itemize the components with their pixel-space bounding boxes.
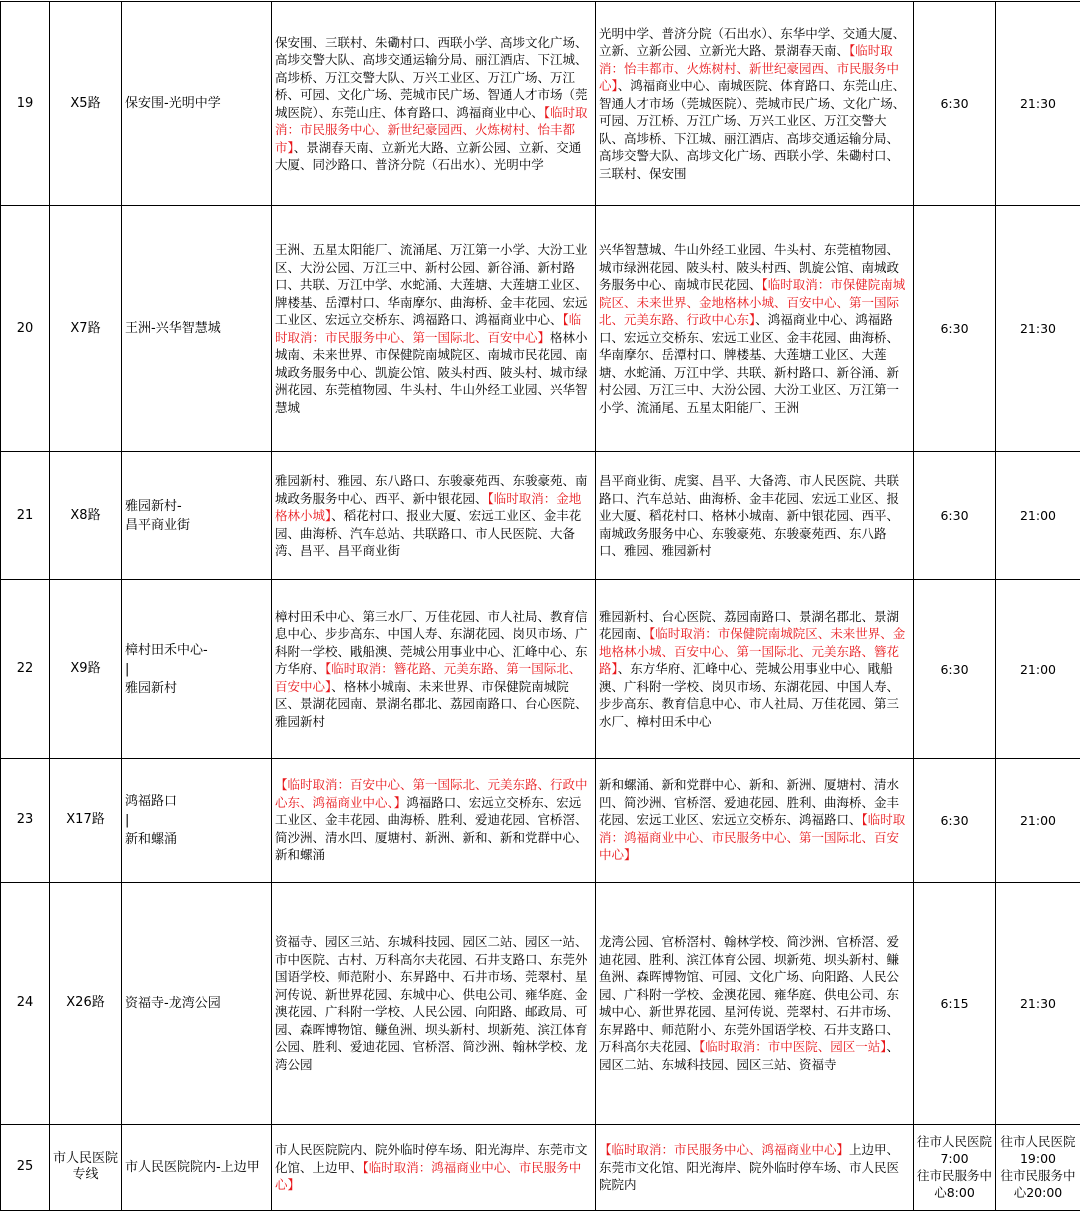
row-number: 19: [1, 2, 50, 206]
last-bus-time: 往市人民医院19:00 往市民服务中心20:00: [996, 1124, 1080, 1210]
cancelled-stops: 【临时取消：市保健院南城院区、未来世界、金地格林小城、百安中心、第一国际北、元美东路、簪花路】: [599, 626, 906, 677]
cancelled-stops: 【临时取消：鸿福商业中心、市民服务中心、第一国际北、百安中心】: [599, 812, 906, 863]
cancelled-stops: 【临时取消：市保健院南城院区、未来世界、金地格林小城、百安中心、第一国际北、元美东路、行政中心东】: [599, 277, 906, 328]
stop-list: 上边甲、东莞市文化馆、阳光海岸、院外临时停车场、市人民医院院内: [599, 1142, 900, 1193]
first-bus-time: 6:30: [914, 452, 996, 580]
route-number: 市人民医院 专线: [50, 1124, 122, 1210]
route-terminals: 樟村田禾中心- | 雅园新村: [122, 580, 272, 758]
outbound-stops: [272, 580, 596, 758]
stop-list: 王洲、五星太阳能厂、流涌尾、万江第一小学、大汾工业区、大汾公园、万江三中、新村公园、新谷涌、新村路口、共联、万江中学、水蛇涌、大莲塘、大莲塘工业区、牌楼基、岳潭村口、华南摩尔、曲海桥、金丰花园、宏远工业区、宏远立交桥东、鸿福路口、鸿福商业中心、: [275, 242, 588, 328]
stop-list: 、鸿福商业中心、南城医院、体育路口、东莞山庄、智通人才市场（莞城医院）、莞城市民广场、文化广场、可园、万江桥、万江广场、万兴工业区、万江交警大队、高埗桥、下江城、丽江酒店、高埗交通运输分局、高埗交警大队、高埗文化广场、西联小学、朱磡村口、三联村、保安围: [599, 78, 906, 181]
table-row: [1, 758, 1080, 882]
table-row: [1, 206, 1080, 452]
route-number: X26路: [50, 882, 122, 1124]
inbound-stops: [596, 206, 914, 452]
route-number: X8路: [50, 452, 122, 580]
inbound-stops: [596, 2, 914, 206]
route-terminals: 资福寺-龙湾公园: [122, 882, 272, 1124]
table-row: [1, 2, 1080, 206]
outbound-stops: [272, 452, 596, 580]
outbound-stops: [272, 758, 596, 882]
stop-list: 资福寺、园区三站、东城科技园、园区二站、园区一站、市中医院、古村、万科高尔夫花园、石井支路口、东莞外国语学校、师范附小、东昇路中、石井市场、莞翠村、星河传说、新世界花园、东城中心、供电公司、雍华庭、金澳花园、广科附一学校、人民公园、向阳路、邮政局、可园、森晖博物馆、鳒鱼洲、坝头新村、坝新苑、滨江体育公园、胜利、爱迪花园、官桥滘、简沙洲、翰林学校、龙湾公园: [275, 934, 588, 1072]
outbound-stops: [272, 1124, 596, 1210]
cancelled-stops: 【临时取消：市民服务中心、第一国际北、百安中心】: [275, 312, 582, 345]
row-number: 23: [1, 758, 50, 882]
route-number: X9路: [50, 580, 122, 758]
cancelled-stops: 【临时取消：市民服务中心、新世纪豪园西、火炼树村、怡丰都市】: [275, 104, 588, 155]
inbound-stops: [596, 1124, 914, 1210]
table-row: [1, 1124, 1080, 1210]
stop-list: 市人民医院院内、院外临时停车场、阳光海岸、东莞市文化馆、上边甲、: [275, 1142, 588, 1175]
cancelled-stops: 【临时取消：怡丰都市、火炼树村、新世纪豪园西、市民服务中心】: [599, 43, 900, 94]
bus-route-table: [0, 1, 1080, 1211]
stop-list: 光明中学、普济分院（石出水）、东华中学、交通大厦、立新、立新公园、立新光大路、景湖春天南、: [599, 25, 906, 59]
outbound-stops: [272, 2, 596, 206]
route-number: X5路: [50, 2, 122, 206]
route-number: X7路: [50, 206, 122, 452]
cancelled-stops: 【临时取消：百安中心、第一国际北、元美东路、行政中心东、鸿福商业中心、】: [275, 777, 588, 810]
first-bus-time: 往市人民医院7:00 往市民服务中心8:00: [914, 1124, 996, 1210]
route-terminals: 市人民医院院内-上边甲: [122, 1124, 272, 1210]
cancelled-stops: 【临时取消：市民服务中心、鸿福商业中心】: [599, 1142, 850, 1158]
stop-list: 、东方华府、汇峰中心、莞城公用事业中心、戙船澳、广科附一学校、岗贝市场、东湖花园、中国人寿、步步高东、教育信息中心、市人社局、万佳花园、第三水厂、樟村田禾中心: [599, 661, 900, 729]
route-number: X17路: [50, 758, 122, 882]
first-bus-time: 6:30: [914, 580, 996, 758]
stop-list: 格林小城南、未来世界、市保健院南城院区、南城市民花园、南城政务服务中心、凯旋公馆、陂头村西、陂头村、城市绿洲花园、东莞植物园、牛头村、牛山外经工业园、兴华智慧城: [275, 329, 588, 415]
last-bus-time: 21:30: [996, 206, 1080, 452]
table-row: [1, 882, 1080, 1124]
stop-list: 、园区二站、东城科技园、园区三站、资福寺: [599, 1039, 900, 1072]
first-bus-time: 6:30: [914, 758, 996, 882]
stop-list: 、格林小城南、未来世界、市保健院南城院区、景湖花园南、景湖名郡北、荔园南路口、台心医院、雅园新村: [275, 678, 588, 729]
row-number: 25: [1, 1124, 50, 1210]
route-terminals: 鸿福路口 | 新和螺涌: [122, 758, 272, 882]
row-number: 24: [1, 882, 50, 1124]
stop-list: 昌平商业街、虎窦、昌平、大备湾、市人民医院、共联路口、汽车总站、曲海桥、金丰花园、宏远工业区、报业大厦、稻花村口、格林小城南、新中银花园、西平、南城政务服务中心、东骏豪苑、东骏豪苑西、东八路口、雅园、雅园新村: [599, 473, 900, 559]
last-bus-time: 21:00: [996, 452, 1080, 580]
first-bus-time: 6:30: [914, 2, 996, 206]
first-bus-time: 6:30: [914, 206, 996, 452]
stop-list: 、稻花村口、报业大厦、宏远工业区、金丰花园、曲海桥、汽车总站、共联路口、市人民医院、大备湾、昌平、昌平商业街: [275, 508, 582, 559]
stop-list: 、鸿福商业中心、鸿福路口、宏远立交桥东、宏远工业区、金丰花园、曲海桥、华南摩尔、岳潭村口、牌楼基、大莲塘工业区、大莲塘、水蛇涌、万江中学、共联、新村路口、新谷涌、新村公园、万江三中、大汾公园、大汾工业区、万江第一小学、流涌尾、五星太阳能厂、王洲: [599, 312, 900, 415]
route-terminals: 雅园新村- 昌平商业街: [122, 452, 272, 580]
last-bus-time: 21:30: [996, 2, 1080, 206]
stop-list: 樟村田禾中心、第三水厂、万佳花园、市人社局、教育信息中心、步步高东、中国人寿、东湖花园、岗贝市场、广科附一学校、戙船澳、莞城公用事业中心、汇峰中心、东方华府、: [275, 608, 588, 677]
route-table-body: [1, 2, 1080, 1211]
stop-list: 雅园新村、台心医院、荔园南路口、景湖名郡北、景湖花园南、: [599, 608, 900, 642]
route-terminals: 王洲-兴华智慧城: [122, 206, 272, 452]
cancelled-stops: 【临时取消：簪花路、元美东路、第一国际北、百安中心】: [275, 661, 582, 694]
outbound-stops: [272, 882, 596, 1124]
inbound-stops: [596, 580, 914, 758]
last-bus-time: 21:00: [996, 758, 1080, 882]
route-terminals: 保安围-光明中学: [122, 2, 272, 206]
row-number: 21: [1, 452, 50, 580]
last-bus-time: 21:30: [996, 882, 1080, 1124]
cancelled-stops: 【临时取消：鸿福商业中心、市民服务中心】: [275, 1159, 582, 1193]
stop-list: 保安围、三联村、朱磡村口、西联小学、高埗文化广场、高埗交警大队、高埗交通运输分局、丽江酒店、下江城、高埗桥、万江交警大队、万兴工业区、万江广场、万江桥、可园、文化广场、莞城市民广场、智通人才市场（莞城医院）、东莞山庄、体育路口、鸿福商业中心、: [275, 34, 588, 120]
cancelled-stops: 【临时取消：市中医院、园区一站】: [699, 1039, 887, 1055]
row-number: 22: [1, 580, 50, 758]
stop-list: 龙湾公园、官桥滘村、翰林学校、简沙洲、官桥滘、爱迪花园、胜利、滨江体育公园、坝新苑、坝头新村、鳒鱼洲、森晖博物馆、可园、文化广场、向阳路、人民公园、广科附一学校、金澳花园、雍华庭、供电公司、东城中心、新世界花园、星河传说、莞翠村、石井市场、东昇路中、师范附小、东莞外国语学校、石井支路口、万科高尔夫花园、: [599, 934, 900, 1055]
stop-list: 雅园新村、雅园、东八路口、东骏豪苑西、东骏豪苑、南城政务服务中心、西平、新中银花园、: [275, 473, 588, 506]
stop-list: 鸿福路口、宏远立交桥东、宏远工业区、金丰花园、曲海桥、胜利、爱迪花园、官桥滘、简沙洲、清水凹、厦塘村、新洲、新和、新和党群中心、新和螺涌: [275, 794, 588, 863]
table-row: [1, 452, 1080, 580]
inbound-stops: [596, 882, 914, 1124]
stop-list: 新和螺涌、新和党群中心、新和、新洲、厦塘村、清水凹、简沙洲、官桥滘、爱迪花园、胜利、曲海桥、金丰花园、宏远工业区、宏远立交桥东、鸿福路口、: [599, 777, 900, 828]
row-number: 20: [1, 206, 50, 452]
first-bus-time: 6:15: [914, 882, 996, 1124]
inbound-stops: [596, 452, 914, 580]
inbound-stops: [596, 758, 914, 882]
table-row: [1, 580, 1080, 758]
last-bus-time: 21:00: [996, 580, 1080, 758]
cancelled-stops: 【临时取消：金地格林小城】: [275, 490, 582, 524]
stop-list: 、景湖春天南、立新光大路、立新公园、立新、交通大厦、同沙路口、普济分院（石出水）、光明中学: [275, 139, 582, 173]
stop-list: 兴华智慧城、牛山外经工业园、牛头村、东莞植物园、城市绿洲花园、陂头村、陂头村西、凯旋公馆、南城政务服务中心、南城市民花园、: [599, 242, 900, 293]
outbound-stops: [272, 206, 596, 452]
